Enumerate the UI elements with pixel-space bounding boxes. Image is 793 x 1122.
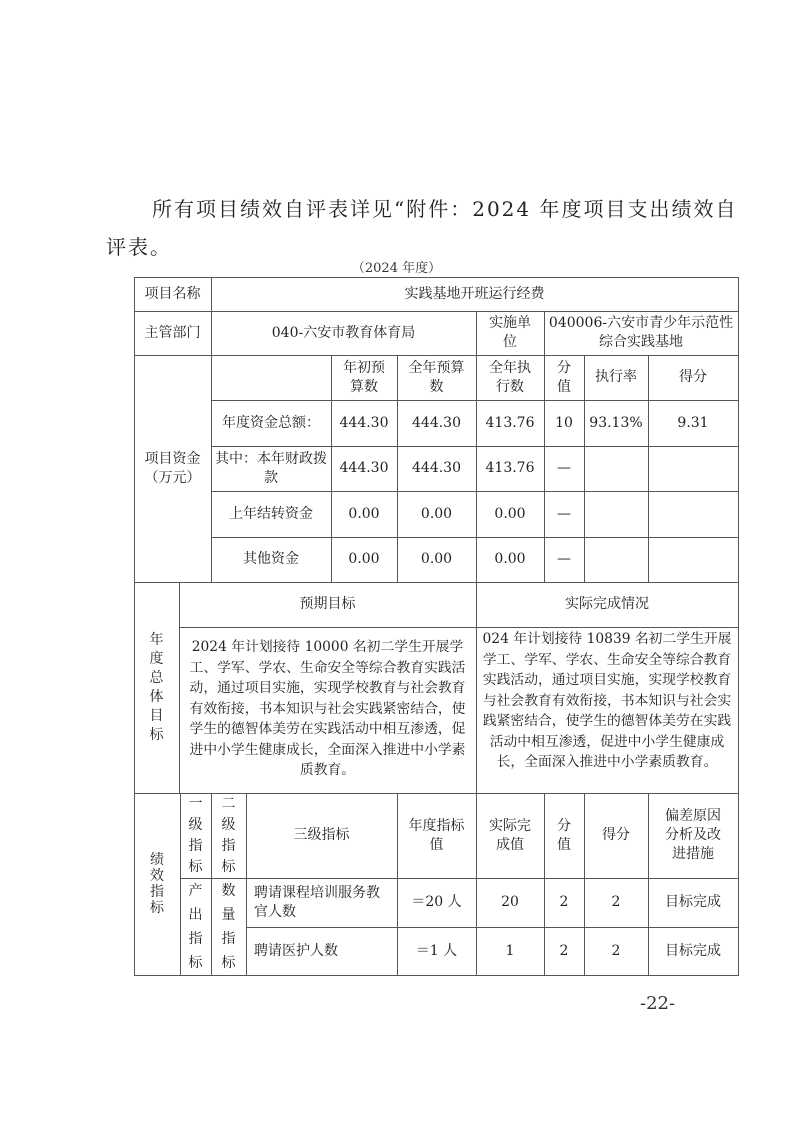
header-level2: 二级指标 (221, 795, 236, 875)
intro-line-1: 所有项目绩效自评表详见“附件：2024 年度项目支出绩效自 (152, 197, 738, 221)
expected-goal-text: 2024 年计划接待 10000 名初二学生开展学工、学军、学农、生命安全等综合教育实践活动，通过项目实施，实现学校教育与社会教育有效衔接，书本知识与社会实践紧密结合，使学生的德智体美劳在实践活动中相互渗透，促进中小学生健康成长，全面深入推进中小学素质教育。 (189, 639, 466, 778)
fund-annual: 0.00 (420, 551, 453, 567)
fund-row-label: 其中：本年财政拨款 (215, 450, 327, 486)
fund-rate (584, 446, 648, 491)
header-actual-value: 实际完成值 (489, 817, 531, 853)
fund-executed: 413.76 (485, 460, 535, 476)
intro-line-2: 评表。 (106, 235, 172, 259)
project-name-value: 实践基地开班运行经费 (404, 285, 545, 302)
impl-label: 实施单位 (489, 315, 531, 350)
level1-value: 产出指标 (188, 882, 203, 971)
header-annual-target: 年度指标值 (408, 817, 465, 853)
fund-annual: 444.30 (412, 414, 461, 431)
fund-score (648, 446, 738, 491)
header-score: 得分 (679, 369, 707, 385)
fund-initial: 444.30 (339, 414, 389, 431)
header-rate: 执行率 (595, 369, 637, 385)
goals-section-label: 年度总体目标 (149, 631, 164, 743)
header-deviation-analysis: 偏差原因分析及改进措施 (665, 808, 721, 862)
indicator-weight: 2 (559, 894, 569, 910)
fund-weight: 10 (555, 414, 573, 431)
indicator-target: ＝20 人 (411, 894, 462, 910)
indicator-score: 2 (611, 942, 621, 959)
fund-executed: 0.00 (494, 505, 526, 522)
header-level1: 一级指标 (188, 795, 203, 875)
indicator-analysis: 目标完成 (665, 894, 721, 910)
fund-row-label: 其他资金 (243, 551, 299, 567)
table-caption: （2024 年度） (351, 261, 442, 276)
impl-value: 040006-六安市青少年示范性综合实践基地 (548, 315, 734, 350)
page-number: -22- (640, 993, 676, 1014)
fund-weight: — (557, 460, 571, 476)
expected-goal-header: 预期目标 (299, 596, 356, 612)
header-initial-budget: 年初预算数 (343, 359, 385, 395)
fund-executed: 0.00 (494, 551, 526, 567)
fund-rate (584, 537, 648, 582)
fund-weight: — (557, 505, 571, 522)
fund-annual: 444.30 (412, 460, 461, 476)
fund-initial: 444.30 (339, 460, 389, 476)
header-weight: 分值 (557, 359, 571, 395)
indicator-actual: 1 (505, 942, 515, 959)
fund-annual: 0.00 (420, 505, 453, 522)
fund-row-label: 年度资金总额： (222, 414, 320, 431)
fund-score (648, 491, 738, 537)
indicator-level3: 聘请医护人数 (254, 942, 338, 959)
indicator-analysis: 目标完成 (665, 942, 721, 959)
fund-score: 9.31 (677, 414, 709, 431)
dept-label: 主管部门 (144, 324, 201, 341)
indicator-level3: 聘请课程培训服务教官人数 (254, 884, 380, 920)
funds-section-label: 项目资金（万元） (144, 450, 201, 486)
level2-value: 数量指标 (221, 882, 236, 971)
header-indicator-score: 得分 (602, 827, 630, 843)
project-name-label: 项目名称 (144, 285, 201, 302)
fund-executed: 413.76 (485, 414, 535, 431)
header-level3: 三级指标 (293, 827, 350, 843)
header-annual-budget: 全年预算数 (408, 359, 465, 395)
fund-initial: 0.00 (348, 551, 380, 567)
fund-initial: 0.00 (348, 505, 380, 522)
header-executed: 全年执行数 (489, 359, 531, 395)
indicator-weight: 2 (559, 942, 569, 959)
indicator-target: ＝1 人 (415, 942, 458, 959)
actual-result-header: 实际完成情况 (565, 596, 649, 612)
actual-result-text: 024 年计划接待 10839 名初二学生开展学工、学军、学农、生命安全等综合教育实践活动，通过项目实施，实现学校教育与社会教育有效衔接，书本知识与社会实践紧密结合，使学生的德智体美劳在实践活动中相互渗透，促进中小学生健康成长，全面深入推进中小学素质教育。 (482, 631, 732, 770)
fund-weight: — (557, 551, 571, 567)
fund-rate (584, 491, 648, 537)
header-indicator-weight: 分值 (557, 817, 571, 853)
fund-rate: 93.13% (589, 414, 643, 431)
dept-value: 040-六安市教育体育局 (271, 324, 416, 341)
fund-row-label: 上年结转资金 (229, 505, 313, 522)
indicators-section-label: 绩效指标 (150, 852, 164, 916)
indicator-score: 2 (611, 894, 621, 910)
indicator-actual: 20 (501, 894, 519, 910)
fund-score (648, 537, 738, 582)
